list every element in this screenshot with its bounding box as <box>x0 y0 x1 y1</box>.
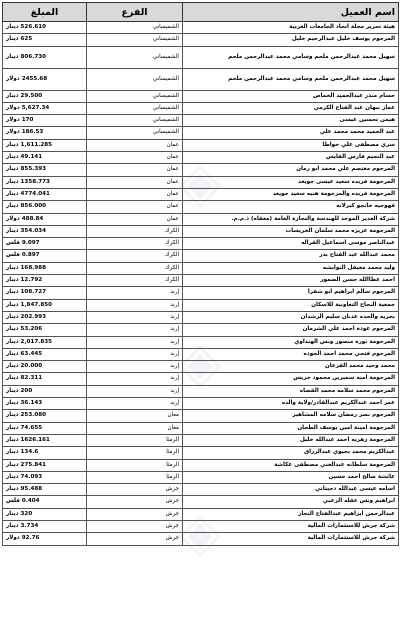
amount-cell: 134.6 دينار <box>3 447 87 459</box>
customer-name-cell: المرحوم فتحي محمد احمد الجوده <box>183 348 399 360</box>
table-row <box>3 22 399 34</box>
branch-cell: الشميساني <box>87 127 183 139</box>
customer-name-cell: هيئة تحرير مجلة اتحاد الجامعات العربية <box>183 22 399 34</box>
table-row <box>3 139 399 151</box>
customer-name-cell: وليد محمد معيقل النوايشه <box>183 262 399 274</box>
branch-cell: الشميساني <box>87 46 183 68</box>
amount-cell: 855.393 دينار <box>3 164 87 176</box>
branch-cell: الكرك <box>87 262 183 274</box>
amount-cell: 253.080 دينار <box>3 410 87 422</box>
amount-cell: 0.404 فلس <box>3 496 87 508</box>
branch-cell: إربد <box>87 324 183 336</box>
table-row <box>3 348 399 360</box>
unclaimed-accounts-table <box>2 2 399 546</box>
customer-name-cell: المرحوم يوسف خليل عبدالرحيم خليل <box>183 34 399 46</box>
table-row <box>3 459 399 471</box>
watermark-logo: ◈ <box>178 330 222 395</box>
branch-cell: الرمثا <box>87 434 183 446</box>
branch-cell: الشميساني <box>87 90 183 102</box>
customer-name-cell: المرحوم محمد سلامه محمد القضاه <box>183 385 399 397</box>
table-row <box>3 46 399 68</box>
customer-name-cell: المرحومة فريده سعيد عيسى جويعد <box>183 176 399 188</box>
branch-cell: إربد <box>87 373 183 385</box>
branch-cell: إربد <box>87 311 183 323</box>
customer-name-cell: شركة جرش للاستثمارات المالية <box>183 520 399 532</box>
table-row <box>3 176 399 188</box>
table-row <box>3 410 399 422</box>
table-row <box>3 508 399 520</box>
table-row <box>3 533 399 545</box>
amount-cell: 49.141 دينار <box>3 152 87 164</box>
branch-cell: معان <box>87 422 183 434</box>
table-row <box>3 90 399 102</box>
branch-cell: عمان <box>87 176 183 188</box>
amount-cell: 92.76 دولار <box>3 533 87 545</box>
branch-cell: إربد <box>87 361 183 373</box>
amount-cell: 4774.041 دينار <box>3 188 87 200</box>
customer-name-cell: سري مصطفى علي خواطا <box>183 139 399 151</box>
amount-cell: 186.53 دولار <box>3 127 87 139</box>
table-row <box>3 484 399 496</box>
amount-cell: 275.841 دينار <box>3 459 87 471</box>
watermark-logo: ◈ <box>178 150 222 215</box>
branch-cell: الشميساني <box>87 102 183 114</box>
amount-cell: 9.097 فلس <box>3 238 87 250</box>
customer-name-cell: المرحوم سالم ابراهيم ابو شقرا <box>183 287 399 299</box>
amount-cell: 354.034 دينار <box>3 225 87 237</box>
customer-name-cell: المرحومة فريده والمرحومة هنيه سعيد جويعد <box>183 188 399 200</box>
amount-cell: 2,017.835 دينار <box>3 336 87 348</box>
table-row <box>3 102 399 114</box>
amount-cell: 2455.68 دولار <box>3 68 87 90</box>
amount-cell: 625 دينار <box>3 34 87 46</box>
amount-cell: 1626.161 دينار <box>3 434 87 446</box>
table-header-row <box>3 3 399 22</box>
customer-name-cell: قهوجيه خانجو كيرلانه <box>183 201 399 213</box>
branch-cell: إربد <box>87 299 183 311</box>
customer-name-cell: المرحوم نصر رمضان سلامه المشاهير <box>183 410 399 422</box>
amount-cell: 856.000 دينار <box>3 201 87 213</box>
amount-cell: 806.730 دينار <box>3 46 87 68</box>
amount-cell: 36.143 دينار <box>3 398 87 410</box>
customer-name-cell: شركة جرش للاستثمارات المالية <box>183 533 399 545</box>
customer-name-cell: محمد عبدالله عبد الفتاح بدر <box>183 250 399 262</box>
table-row <box>3 471 399 483</box>
amount-cell: 108.727 دينار <box>3 287 87 299</box>
branch-cell: الكرك <box>87 250 183 262</box>
branch-cell: عمان <box>87 201 183 213</box>
amount-cell: 1,611.285 دينار <box>3 139 87 151</box>
amount-cell: 170 دولار <box>3 115 87 127</box>
amount-cell: 1,847.850 دينار <box>3 299 87 311</box>
branch-cell: الكرك <box>87 275 183 287</box>
amount-cell: 53.206 دينار <box>3 324 87 336</box>
branch-cell: الرمثا <box>87 447 183 459</box>
table-row <box>3 496 399 508</box>
branch-cell: إربد <box>87 287 183 299</box>
customer-name-cell: المرحومة امينة امين يوسف الطحان <box>183 422 399 434</box>
table-row <box>3 324 399 336</box>
customer-name-cell: هيمن تحسين عيسى <box>183 115 399 127</box>
branch-cell: الرمثا <box>87 459 183 471</box>
branch-cell: عمان <box>87 213 183 225</box>
watermark-logo: ◈ <box>178 500 222 565</box>
customer-name-cell: عبدالناصر موسى اسماعيل القراله <box>183 238 399 250</box>
table-row <box>3 373 399 385</box>
customer-name-cell: المرحومة امنه سميرين محمود خريس <box>183 373 399 385</box>
branch-cell: الشميساني <box>87 34 183 46</box>
table-row <box>3 287 399 299</box>
header-branch: الفرع <box>87 3 183 22</box>
customer-name-cell: سهيل محمد عبدالرحمن ملحم وسامي محمد عبدالرحمن ملحم <box>183 46 399 68</box>
table-row <box>3 311 399 323</box>
amount-cell: 5,627.34 دولار <box>3 102 87 114</box>
branch-cell: الرمثا <box>87 471 183 483</box>
table-row <box>3 164 399 176</box>
table-row <box>3 520 399 532</box>
table-row <box>3 385 399 397</box>
table-row <box>3 201 399 213</box>
table-row <box>3 447 399 459</box>
table-row <box>3 34 399 46</box>
table-row <box>3 299 399 311</box>
amount-cell: 1358.773 دينار <box>3 176 87 188</box>
amount-cell: 95.488 دينار <box>3 484 87 496</box>
amount-cell: 82.311 دينار <box>3 373 87 385</box>
table-row <box>3 238 399 250</box>
customer-name-cell: بحريه والحده عدنان سليم الرشدان <box>183 311 399 323</box>
amount-cell: 200 دينار <box>3 385 87 397</box>
customer-name-cell: احمد عطاالله حسن الضمور <box>183 275 399 287</box>
table-row <box>3 225 399 237</box>
amount-cell: 0.897 فلس <box>3 250 87 262</box>
header-amount: المبلغ <box>3 3 87 22</box>
customer-name-cell: شركة الغدير الموحد للهندسة والتجارة العامة (معفاه) ذ.م.م. <box>183 213 399 225</box>
customer-name-cell: عبد الحميد محمد محمد علي <box>183 127 399 139</box>
customer-name-cell: المرحومة زهريه احمد عبدالله خليل <box>183 434 399 446</box>
branch-cell: عمان <box>87 139 183 151</box>
branch-cell: عمان <box>87 152 183 164</box>
customer-name-cell: عبدالكريم محمد بحيوي عبدالرزاق <box>183 447 399 459</box>
amount-cell: 12.792 دينار <box>3 275 87 287</box>
customer-name-cell: جمعية النجاح التعاونية للاسكان <box>183 299 399 311</box>
customer-name-cell: عائشة صالح احمد حسين <box>183 471 399 483</box>
amount-cell: 526.610 دينار <box>3 22 87 34</box>
table-row <box>3 275 399 287</box>
branch-cell: جرش <box>87 496 183 508</box>
branch-cell: عمان <box>87 188 183 200</box>
branch-cell: عمان <box>87 164 183 176</box>
table-row <box>3 336 399 348</box>
amount-cell: 74.655 دينار <box>3 422 87 434</box>
table-row <box>3 250 399 262</box>
table-row <box>3 434 399 446</box>
branch-cell: الشميساني <box>87 68 183 90</box>
customer-name-cell: المرحوم معتصم علي محمد ابو رمان <box>183 164 399 176</box>
branch-cell: الكرك <box>87 225 183 237</box>
table-row <box>3 422 399 434</box>
branch-cell: معان <box>87 410 183 422</box>
amount-cell: 74.093 دينار <box>3 471 87 483</box>
amount-cell: 168.988 دينار <box>3 262 87 274</box>
branch-cell: الكرك <box>87 238 183 250</box>
amount-cell: 63.445 دينار <box>3 348 87 360</box>
customer-name-cell: عبد النجيم فارس القايس <box>183 152 399 164</box>
customer-name-cell: عمر احمد عبدالكريم عبدالقادر/ولاية والده <box>183 398 399 410</box>
table-body <box>3 22 399 546</box>
branch-cell: إربد <box>87 348 183 360</box>
table-row <box>3 188 399 200</box>
branch-cell: جرش <box>87 533 183 545</box>
customer-name-cell: عمار نبهان عبد الفتاح الكرمي <box>183 102 399 114</box>
table-row <box>3 127 399 139</box>
customer-name-cell: سهيل محمد عبدالرحمن ملحم وسامي محمد عبدالرحمن ملحم <box>183 68 399 90</box>
customer-name-cell: حسام منذر عبدالحميد الخماص <box>183 90 399 102</box>
table-row <box>3 398 399 410</box>
customer-name-cell: محمد وحيد محمد القرعان <box>183 361 399 373</box>
amount-cell: 202.993 دينار <box>3 311 87 323</box>
branch-cell: الشميساني <box>87 22 183 34</box>
amount-cell: 3.734 دينار <box>3 520 87 532</box>
branch-cell: الشميساني <box>87 115 183 127</box>
amount-cell: 488.84 دولار <box>3 213 87 225</box>
customer-name-cell: ابراهيم ونس عقله الزعبي <box>183 496 399 508</box>
customer-name-cell: اسامه عيسى عبدالله دحيتاني <box>183 484 399 496</box>
branch-cell: جرش <box>87 484 183 496</box>
table-row <box>3 152 399 164</box>
customer-name-cell: المرحومة سلطانه عبدالغني مصطفى عكاشة <box>183 459 399 471</box>
header-customer-name: اسم العميل <box>183 3 399 22</box>
table-row <box>3 115 399 127</box>
table-row <box>3 361 399 373</box>
amount-cell: 320 دينار <box>3 508 87 520</box>
amount-cell: 20.000 دينار <box>3 361 87 373</box>
branch-cell: إربد <box>87 385 183 397</box>
customer-name-cell: عبدالرحمن ابراهيم عبدالفتاح النجار <box>183 508 399 520</box>
branch-cell: إربد <box>87 336 183 348</box>
customer-name-cell: المرحوم عودة احمد علي الشرمان <box>183 324 399 336</box>
customer-name-cell: المرحومة عزيزه محمد سلمان الخريسات <box>183 225 399 237</box>
branch-cell: جرش <box>87 520 183 532</box>
branch-cell: جرش <box>87 508 183 520</box>
branch-cell: إربد <box>87 398 183 410</box>
customer-name-cell: المرحومة نورة منصور ونس الهنداوي <box>183 336 399 348</box>
table-row <box>3 68 399 90</box>
amount-cell: 29.500 دينار <box>3 90 87 102</box>
table-row <box>3 213 399 225</box>
table-row <box>3 262 399 274</box>
